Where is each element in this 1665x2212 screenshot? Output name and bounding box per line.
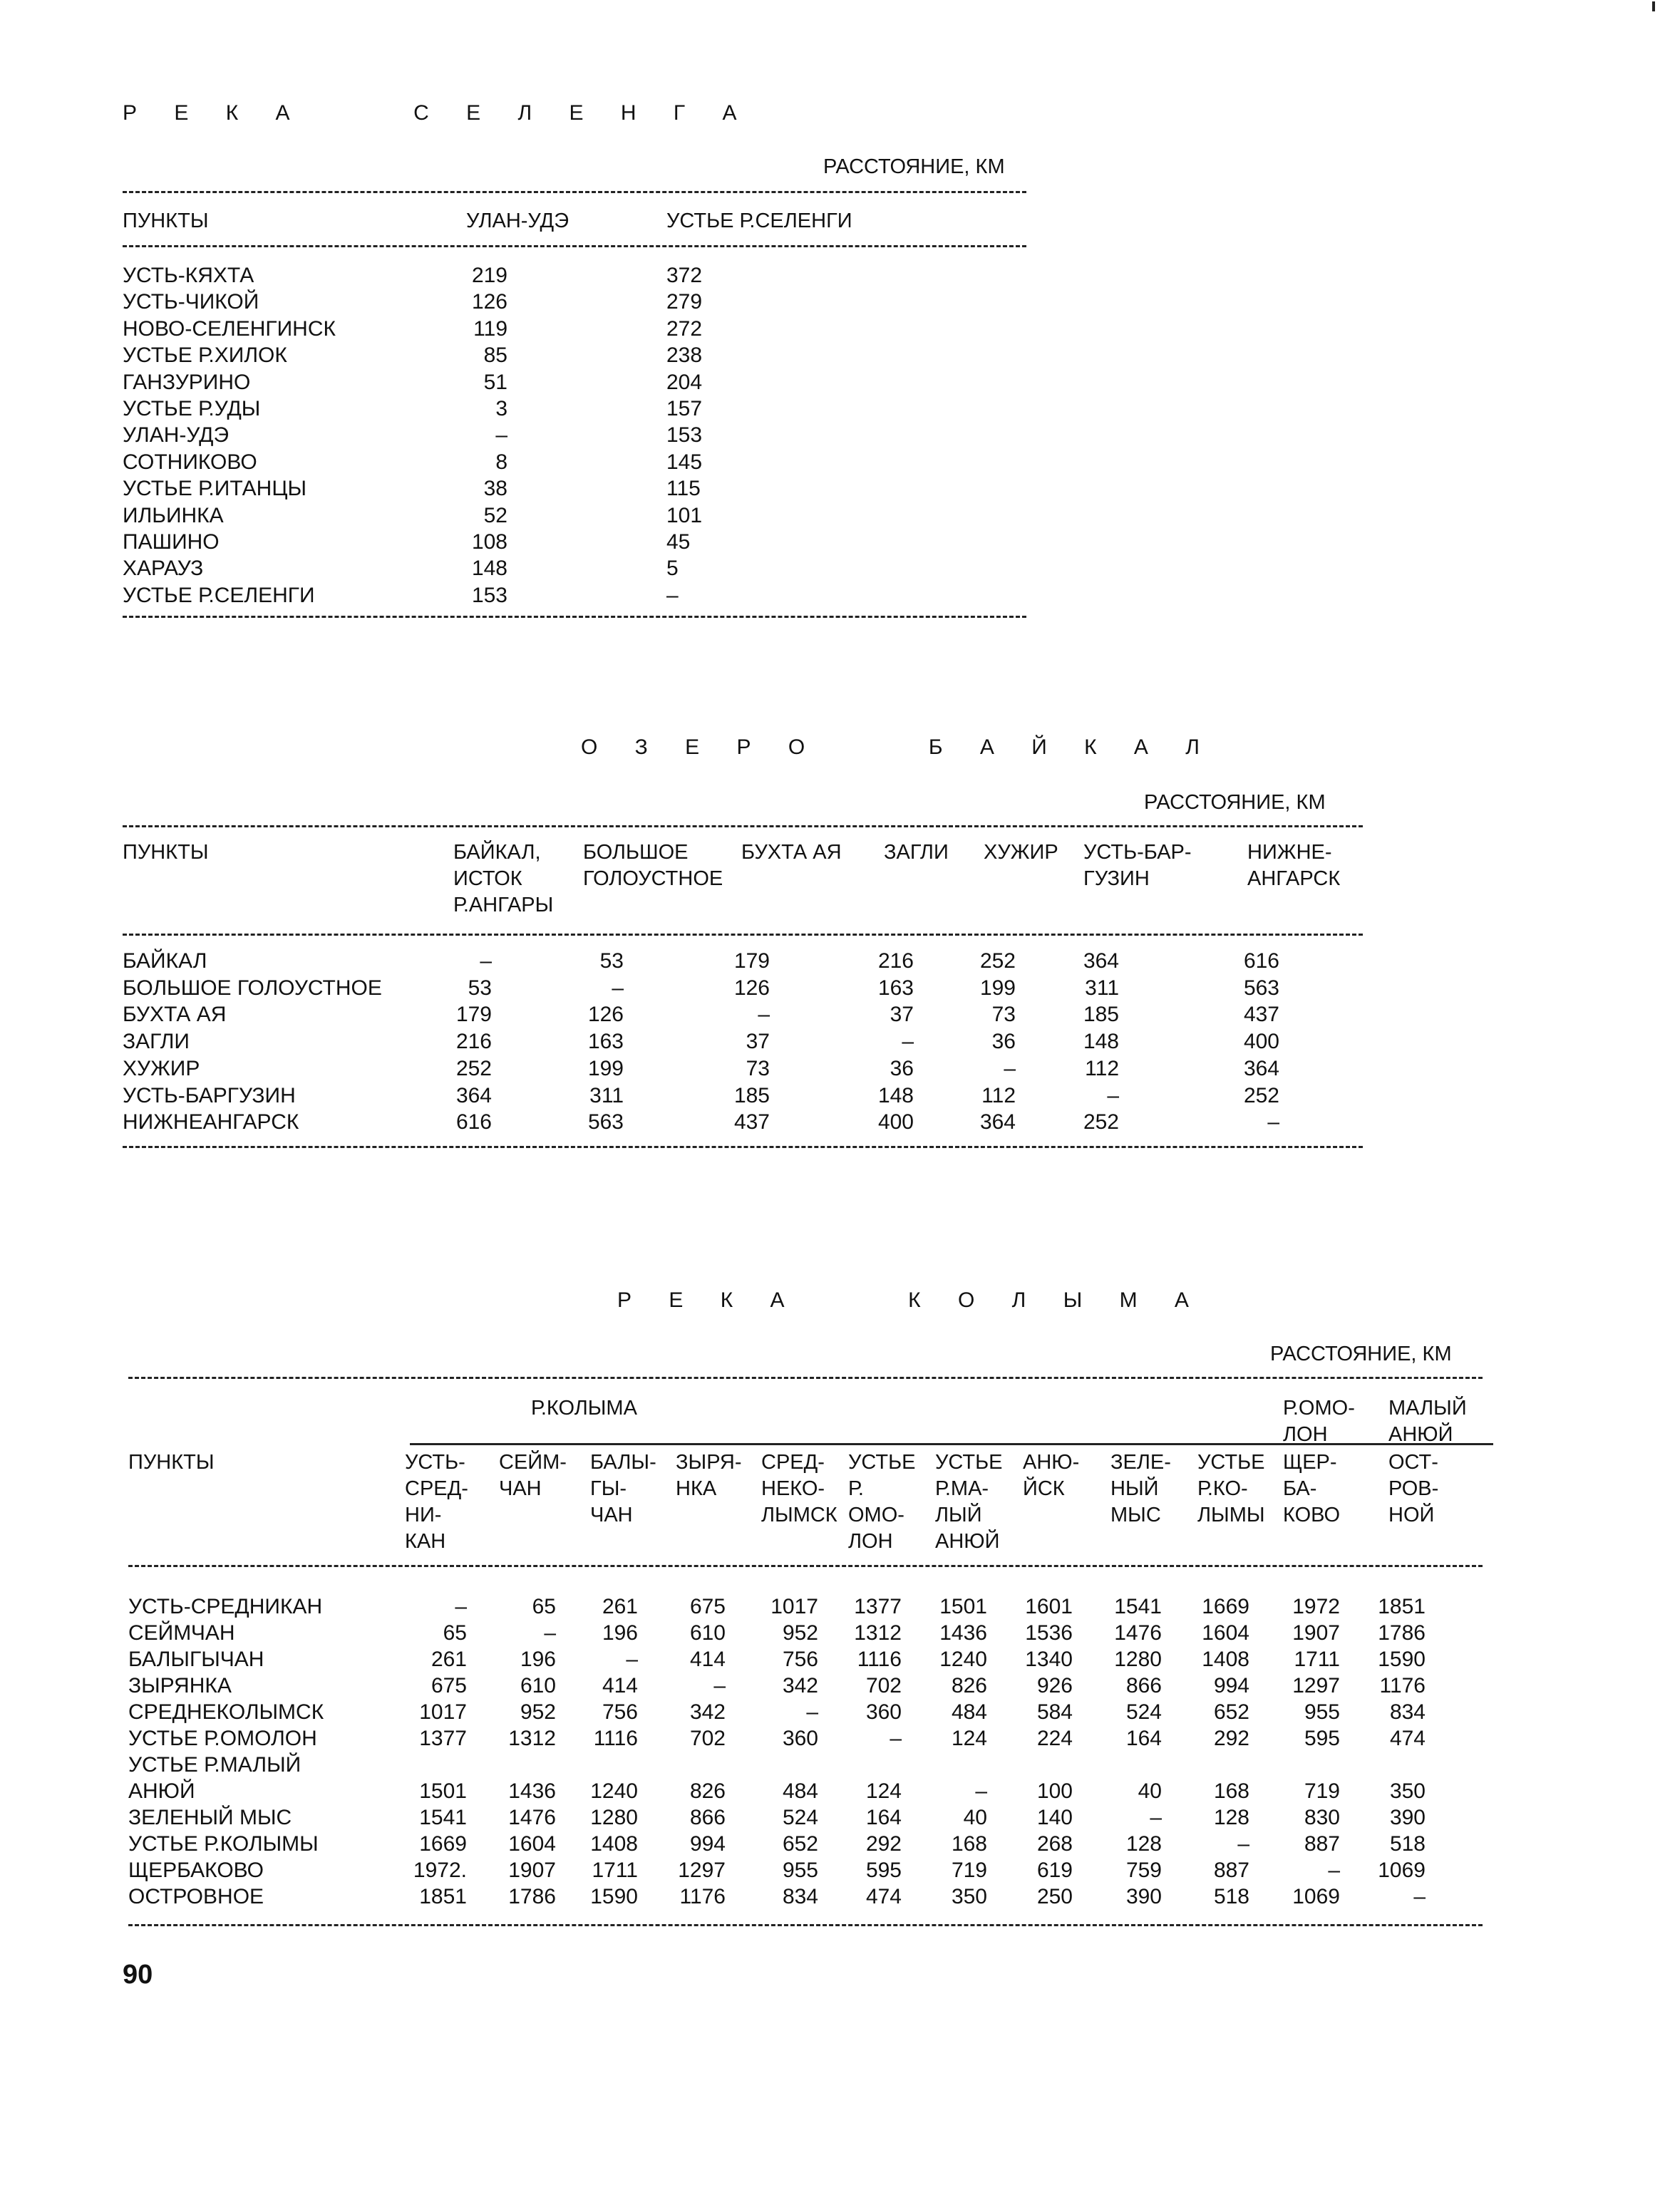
column-header: ОСТ- РОВ- НОЙ — [1388, 1451, 1439, 1526]
row-value: 1501 — [939, 1595, 987, 1618]
row-value: 955 — [1304, 1700, 1340, 1724]
row-value: 1240 — [939, 1648, 987, 1671]
row-value: 101 — [666, 504, 703, 527]
row-value: 1711 — [592, 1859, 638, 1882]
row-value: 53 — [468, 976, 492, 1000]
column-header: ПУНКТЫ — [123, 841, 209, 864]
row-value: 952 — [782, 1621, 818, 1645]
row-value: 1176 — [679, 1885, 726, 1908]
row-value: 261 — [602, 1595, 638, 1618]
row-value: 216 — [877, 949, 914, 973]
row-value: 834 — [1389, 1700, 1426, 1724]
row-value: 652 — [782, 1832, 818, 1856]
row-value: 292 — [865, 1832, 902, 1856]
row-value: 524 — [1125, 1700, 1162, 1724]
row-value: 1116 — [857, 1648, 902, 1671]
row-value: 364 — [455, 1084, 492, 1107]
row-value: 199 — [979, 976, 1016, 1000]
row-value: 702 — [689, 1727, 726, 1750]
row-value: 261 — [431, 1648, 467, 1671]
row-place: БАЛЫГЫЧАН — [128, 1648, 264, 1671]
row-place: ЩЕРБАКОВО — [128, 1859, 264, 1882]
rule-top-baikal — [123, 825, 1363, 827]
row-place: УСТЬЕ Р.УДЫ — [123, 397, 261, 420]
row-value: 65 — [532, 1595, 556, 1618]
column-header: НИЖНЕ- АНГАРСК — [1247, 841, 1341, 890]
row-value: 595 — [865, 1859, 902, 1882]
row-place: СРЕДНЕКОЛЫМСК — [128, 1700, 324, 1724]
row-value: 390 — [1125, 1885, 1162, 1908]
row-value: 1972. — [413, 1859, 467, 1882]
row-value: 196 — [602, 1621, 638, 1645]
row-value: 268 — [1036, 1832, 1073, 1856]
row-value: 834 — [782, 1885, 818, 1908]
row-value: 279 — [666, 290, 703, 314]
row-place: ГАНЗУРИНО — [123, 371, 251, 394]
rule-top-kolyma — [128, 1377, 1483, 1379]
group-header: Р.КОЛЫМА — [531, 1397, 637, 1420]
row-value: 250 — [1036, 1885, 1073, 1908]
section-title-baikal: О З Е Р О Б А Й К А Л — [581, 735, 1215, 759]
row-value: – — [666, 584, 679, 607]
row-value: 219 — [471, 264, 507, 287]
row-value: 1501 — [419, 1779, 467, 1803]
row-value: 616 — [455, 1110, 492, 1134]
row-value: 887 — [1304, 1832, 1340, 1856]
row-place: НИЖНЕАНГАРСК — [123, 1110, 299, 1134]
row-value: – — [1413, 1885, 1426, 1908]
row-value: 38 — [483, 477, 507, 500]
row-value: 1116 — [593, 1727, 638, 1750]
row-value: – — [975, 1779, 987, 1803]
row-value: 1604 — [508, 1832, 556, 1856]
row-value: 437 — [733, 1110, 770, 1134]
row-value: 8 — [495, 450, 507, 474]
row-value: 1312 — [854, 1621, 902, 1645]
group-header: Р.ОМО- ЛОН — [1283, 1397, 1355, 1446]
row-value: – — [455, 1595, 467, 1618]
row-value: 40 — [963, 1806, 987, 1829]
row-value: 238 — [666, 343, 703, 367]
corner-mark — [1652, 1, 1655, 11]
column-header: УСТЬЕ Р.МА- ЛЫЙ АНЮЙ — [935, 1451, 1003, 1553]
row-value: 1536 — [1025, 1621, 1073, 1645]
row-place: ОСТРОВНОЕ — [128, 1885, 264, 1908]
row-place: УСТЬ-ЧИКОЙ — [123, 290, 259, 314]
row-value: 474 — [1389, 1727, 1426, 1750]
row-value: 616 — [1243, 949, 1279, 973]
row-value: 518 — [1213, 1885, 1249, 1908]
row-value: 360 — [865, 1700, 902, 1724]
row-value: 128 — [1213, 1806, 1249, 1829]
row-value: – — [495, 423, 507, 447]
row-value: 484 — [951, 1700, 987, 1724]
row-place: СОТНИКОВО — [123, 450, 257, 474]
row-value: 350 — [951, 1885, 987, 1908]
row-value: 163 — [587, 1030, 624, 1053]
row-value: 126 — [471, 290, 507, 314]
page-number: 90 — [123, 1960, 153, 1990]
row-value: 53 — [599, 949, 624, 973]
row-value: 364 — [979, 1110, 1016, 1134]
row-value: 364 — [1243, 1057, 1279, 1080]
row-place: УСТЬЕ Р.СЕЛЕНГИ — [123, 584, 315, 607]
column-header: БУХТА АЯ — [741, 841, 842, 864]
row-value: 342 — [782, 1674, 818, 1697]
row-value: 360 — [782, 1727, 818, 1750]
row-value: 1541 — [419, 1806, 467, 1829]
row-place: СЕЙМЧАН — [128, 1621, 235, 1645]
section-title-selenga: Р Е К А С Е Л Е Н Г А — [123, 101, 753, 125]
row-place: БОЛЬШОЕ ГОЛОУСТНОЕ — [123, 976, 382, 1000]
row-value: 196 — [520, 1648, 556, 1671]
row-value: 85 — [483, 343, 507, 367]
row-value: 563 — [587, 1110, 624, 1134]
column-header: УСТЬЕ Р. ОМО- ЛОН — [848, 1451, 916, 1553]
row-place: ПАШИНО — [123, 530, 220, 554]
rule-header-baikal — [123, 934, 1363, 936]
row-value: 252 — [979, 949, 1016, 973]
row-value: – — [713, 1674, 726, 1697]
row-value: 866 — [1125, 1674, 1162, 1697]
row-value: 1669 — [1202, 1595, 1249, 1618]
row-value: 826 — [951, 1674, 987, 1697]
row-value: 1340 — [1025, 1648, 1073, 1671]
row-value: 719 — [1304, 1779, 1340, 1803]
column-header: ЗЫРЯ- НКА — [676, 1451, 742, 1500]
column-header: УСТЬЕ Р.КО- ЛЫМЫ — [1197, 1451, 1265, 1526]
row-value: – — [1267, 1110, 1279, 1134]
row-value: – — [758, 1003, 770, 1026]
row-value: 926 — [1036, 1674, 1073, 1697]
row-value: 3 — [495, 397, 507, 420]
row-value: 124 — [951, 1727, 987, 1750]
row-value: – — [1004, 1057, 1016, 1080]
row-value: 124 — [865, 1779, 902, 1803]
row-value: 1590 — [1378, 1648, 1426, 1671]
row-value: 108 — [471, 530, 507, 554]
row-value: 364 — [1083, 949, 1119, 973]
row-value: 400 — [877, 1110, 914, 1134]
row-value: 112 — [981, 1084, 1016, 1107]
units-label-kolyma: РАССТОЯНИЕ, КМ — [1270, 1343, 1452, 1365]
row-value: – — [480, 949, 492, 973]
row-value: 145 — [666, 450, 703, 474]
row-value: 1786 — [508, 1885, 556, 1908]
row-value: 179 — [455, 1003, 492, 1026]
row-value: 584 — [1036, 1700, 1073, 1724]
row-value: 759 — [1125, 1859, 1162, 1882]
rule-bottom-kolyma — [128, 1924, 1483, 1926]
row-value: 65 — [443, 1621, 467, 1645]
row-place: ЗЫРЯНКА — [128, 1674, 232, 1697]
row-value: 36 — [991, 1030, 1016, 1053]
group-header: МАЛЫЙ АНЮЙ — [1388, 1397, 1467, 1446]
row-place: ХАРАУЗ — [123, 557, 204, 580]
column-header: ПУНКТЫ — [123, 210, 209, 232]
row-value: 350 — [1389, 1779, 1426, 1803]
row-value: 204 — [666, 371, 703, 394]
row-value: 164 — [865, 1806, 902, 1829]
column-header: УСТЬ-БАР- ГУЗИН — [1083, 841, 1192, 890]
row-value: 1312 — [508, 1727, 556, 1750]
row-place: УСТЬЕ Р.ОМОЛОН — [128, 1727, 317, 1750]
row-value: 1601 — [1025, 1595, 1073, 1618]
row-place: УСТЬ-БАРГУЗИН — [123, 1084, 296, 1107]
row-value: 955 — [782, 1859, 818, 1882]
row-value: 1017 — [419, 1700, 467, 1724]
row-value: – — [1107, 1084, 1119, 1107]
row-value: 199 — [587, 1057, 624, 1080]
column-header: АНЮ- ЙСК — [1023, 1451, 1080, 1500]
row-value: 1711 — [1294, 1648, 1340, 1671]
row-value: – — [544, 1621, 556, 1645]
row-value: 524 — [782, 1806, 818, 1829]
row-place: УСТЬ-СРЕДНИКАН — [128, 1595, 323, 1618]
row-value: 952 — [520, 1700, 556, 1724]
row-value: 1240 — [590, 1779, 638, 1803]
rule-header-selenga — [123, 245, 1026, 247]
row-value: 1408 — [1202, 1648, 1249, 1671]
row-place: УЛАН-УДЭ — [123, 423, 230, 447]
row-value: 1851 — [1378, 1595, 1426, 1618]
row-value: 1786 — [1378, 1621, 1426, 1645]
row-value: 163 — [877, 976, 914, 1000]
row-value: 1972 — [1292, 1595, 1340, 1618]
row-place: ИЛЬИНКА — [123, 504, 224, 527]
row-value: 1851 — [419, 1885, 467, 1908]
row-place: ХУЖИР — [123, 1057, 200, 1080]
row-value: 702 — [865, 1674, 902, 1697]
row-value: 652 — [1213, 1700, 1249, 1724]
row-value: 994 — [689, 1832, 726, 1856]
row-value: 1377 — [419, 1727, 467, 1750]
row-value: 52 — [483, 504, 507, 527]
row-value: 45 — [666, 530, 691, 554]
row-value: 1408 — [590, 1832, 638, 1856]
row-value: 5 — [666, 557, 679, 580]
row-value: 216 — [455, 1030, 492, 1053]
row-value: 830 — [1304, 1806, 1340, 1829]
row-value: 37 — [746, 1030, 770, 1053]
rule-top-selenga — [123, 191, 1026, 193]
column-header: ЩЕР- БА- КОВО — [1283, 1451, 1341, 1526]
rule-bottom-baikal — [123, 1146, 1363, 1148]
row-value: 148 — [471, 557, 507, 580]
row-value: 1590 — [590, 1885, 638, 1908]
row-value: 372 — [666, 264, 703, 287]
row-value: 1280 — [1114, 1648, 1162, 1671]
row-value: 164 — [1125, 1727, 1162, 1750]
row-value: 1176 — [1379, 1674, 1426, 1697]
row-value: 1069 — [1292, 1885, 1340, 1908]
row-value: 311 — [589, 1084, 624, 1107]
row-value: 179 — [733, 949, 770, 973]
row-value: 1541 — [1114, 1595, 1162, 1618]
row-value: 1280 — [590, 1806, 638, 1829]
row-value: 252 — [1243, 1084, 1279, 1107]
row-value: 100 — [1036, 1779, 1073, 1803]
row-value: 563 — [1243, 976, 1279, 1000]
rule-bottom-selenga — [123, 616, 1026, 618]
column-header: СРЕД- НЕКО- ЛЫМСК — [761, 1451, 837, 1526]
row-place: ЗАГЛИ — [123, 1030, 190, 1053]
row-place: ЗЕЛЕНЫЙ МЫС — [128, 1806, 292, 1829]
column-header: ЗЕЛЕ- НЫЙ МЫС — [1110, 1451, 1171, 1526]
row-value: 675 — [689, 1595, 726, 1618]
row-value: 311 — [1085, 976, 1119, 1000]
column-header: БОЛЬШОЕ ГОЛОУСТНОЕ — [583, 841, 723, 890]
row-value: 756 — [602, 1700, 638, 1724]
row-value: 390 — [1389, 1806, 1426, 1829]
row-place: УСТЬЕ Р.ИТАНЦЫ — [123, 477, 307, 500]
row-value: 1476 — [1114, 1621, 1162, 1645]
row-value: 610 — [520, 1674, 556, 1697]
row-value: 168 — [951, 1832, 987, 1856]
row-value: 119 — [473, 317, 507, 341]
row-value: 675 — [431, 1674, 467, 1697]
row-value: 157 — [666, 397, 703, 420]
row-value: 252 — [455, 1057, 492, 1080]
row-value: 866 — [689, 1806, 726, 1829]
row-value: 51 — [483, 371, 507, 394]
row-value: 272 — [666, 317, 703, 341]
column-header: БАЙКАЛ, ИСТОК Р.АНГАРЫ — [453, 841, 554, 916]
row-value: 342 — [689, 1700, 726, 1724]
rule-header-kolyma — [128, 1565, 1483, 1567]
row-value: 73 — [991, 1003, 1016, 1026]
row-value: 1436 — [939, 1621, 987, 1645]
row-value: – — [1328, 1859, 1340, 1882]
row-value: 1069 — [1378, 1859, 1426, 1882]
row-value: 1604 — [1202, 1621, 1249, 1645]
row-value: 826 — [689, 1779, 726, 1803]
row-value: 153 — [471, 584, 507, 607]
row-value: 126 — [733, 976, 770, 1000]
row-value: 128 — [1125, 1832, 1162, 1856]
row-value: 1476 — [508, 1806, 556, 1829]
row-place: УСТЬЕ Р.ХИЛОК — [123, 343, 287, 367]
row-value: 1907 — [1292, 1621, 1340, 1645]
row-place: УСТЬЕ Р.КОЛЫМЫ — [128, 1832, 319, 1856]
row-place: БУХТА АЯ — [123, 1003, 227, 1026]
row-place: НОВО-СЕЛЕНГИНСК — [123, 317, 336, 341]
row-value: 595 — [1304, 1727, 1340, 1750]
row-value: 185 — [733, 1084, 770, 1107]
row-value: – — [626, 1648, 638, 1671]
rule-group-kolyma — [410, 1443, 1493, 1445]
row-value: 40 — [1138, 1779, 1162, 1803]
row-value: 185 — [1083, 1003, 1119, 1026]
row-value: 474 — [865, 1885, 902, 1908]
row-value: 224 — [1036, 1727, 1073, 1750]
row-value: 115 — [666, 477, 701, 500]
row-value: 756 — [782, 1648, 818, 1671]
column-header: ЗАГЛИ — [884, 841, 949, 864]
row-value: 719 — [951, 1859, 987, 1882]
row-value: 887 — [1213, 1859, 1249, 1882]
column-header: ХУЖИР — [984, 841, 1058, 864]
row-value: 1436 — [508, 1779, 556, 1803]
row-value: 148 — [1083, 1030, 1119, 1053]
row-value: 484 — [782, 1779, 818, 1803]
row-value: 1377 — [854, 1595, 902, 1618]
row-value: – — [1150, 1806, 1162, 1829]
row-value: – — [612, 976, 624, 1000]
column-header: УСТЬЕ Р.СЕЛЕНГИ — [666, 210, 852, 232]
row-value: – — [890, 1727, 902, 1750]
column-header: УСТЬ- СРЕД- НИ- КАН — [405, 1451, 468, 1553]
row-place: УСТЬЕ Р.МАЛЫЙ АНЮЙ — [128, 1753, 301, 1803]
row-value: 610 — [689, 1621, 726, 1645]
units-label-baikal: РАССТОЯНИЕ, КМ — [1144, 791, 1326, 814]
row-value: 112 — [1085, 1057, 1119, 1080]
row-value: – — [902, 1030, 914, 1053]
section-title-kolyma: Р Е К А К О Л Ы М А — [617, 1288, 1205, 1312]
row-value: 619 — [1036, 1859, 1073, 1882]
row-value: 153 — [666, 423, 703, 447]
row-value: 37 — [890, 1003, 914, 1026]
row-value: 400 — [1243, 1030, 1279, 1053]
column-header: УЛАН-УДЭ — [466, 210, 569, 232]
column-header: ПУНКТЫ — [128, 1451, 215, 1474]
row-value: 414 — [689, 1648, 726, 1671]
row-value: 252 — [1083, 1110, 1119, 1134]
units-label-selenga: РАССТОЯНИЕ, КМ — [823, 155, 1005, 178]
row-value: 292 — [1213, 1727, 1249, 1750]
row-value: – — [1237, 1832, 1249, 1856]
row-value: 414 — [602, 1674, 638, 1697]
row-value: 1297 — [678, 1859, 726, 1882]
row-value: 1297 — [1292, 1674, 1340, 1697]
row-place: БАЙКАЛ — [123, 949, 207, 973]
row-value: 73 — [746, 1057, 770, 1080]
row-value: 140 — [1036, 1806, 1073, 1829]
row-value: 126 — [587, 1003, 624, 1026]
row-value: 1669 — [419, 1832, 467, 1856]
row-value: 168 — [1213, 1779, 1249, 1803]
column-header: БАЛЫ- ГЫ- ЧАН — [590, 1451, 656, 1526]
row-value: 148 — [877, 1084, 914, 1107]
row-value: 36 — [890, 1057, 914, 1080]
row-value: 994 — [1213, 1674, 1249, 1697]
row-value: 1017 — [770, 1595, 818, 1618]
row-value: 1907 — [508, 1859, 556, 1882]
row-value: – — [806, 1700, 818, 1724]
row-value: 518 — [1389, 1832, 1426, 1856]
column-header: СЕЙМ- ЧАН — [499, 1451, 567, 1500]
row-value: 437 — [1243, 1003, 1279, 1026]
row-place: УСТЬ-КЯХТА — [123, 264, 254, 287]
